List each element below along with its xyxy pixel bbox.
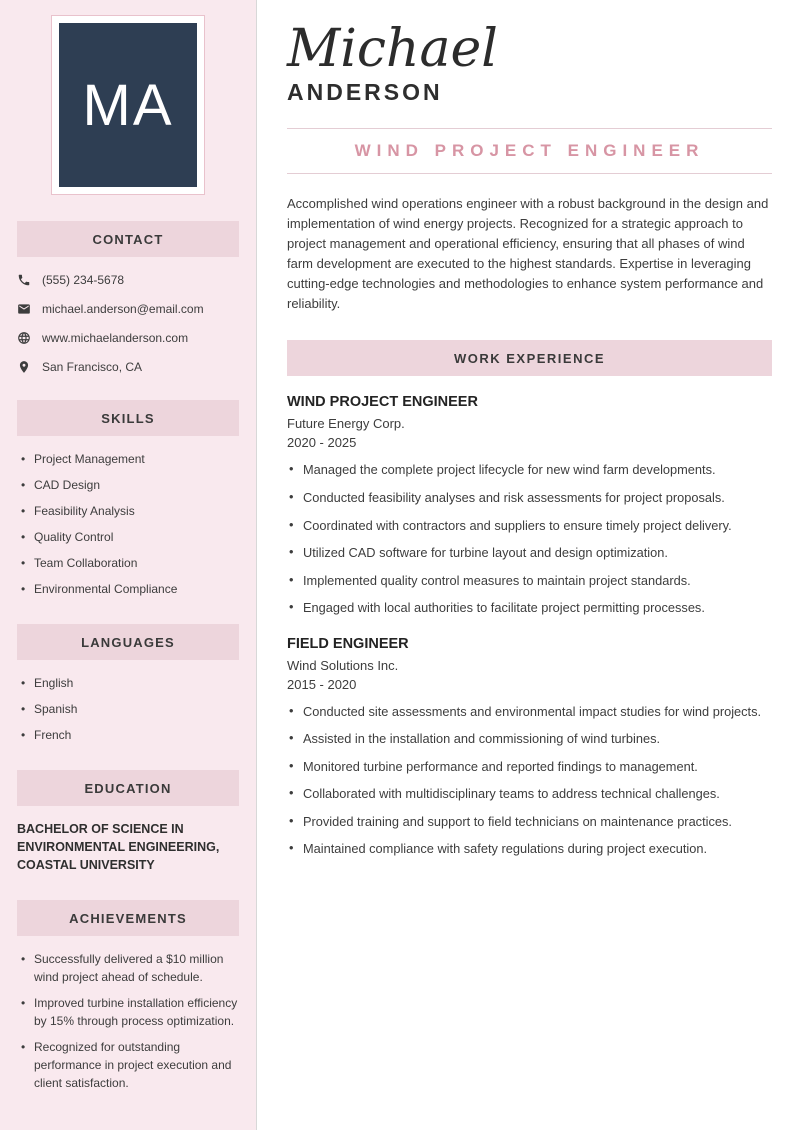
job-entry [287, 636, 772, 859]
contact-item-website[interactable] [17, 331, 239, 345]
skill-item: • Feasibility Analysis [21, 502, 239, 520]
contact-list [17, 273, 239, 374]
language-item: • French [21, 726, 239, 744]
contact-section [17, 221, 239, 374]
job-bullet: • Engaged with local authorities to facilitate project permitting processes. [287, 599, 772, 618]
languages-section-header [17, 624, 239, 660]
work-experience-header [287, 340, 772, 376]
job-bullet: • Conducted feasibility analyses and risk assessments for project proposals. [287, 489, 772, 508]
job-bullet: • Managed the complete project lifecycle for new wind farm developments. [287, 461, 772, 480]
globe-icon [17, 331, 31, 345]
skill-item: • Team Collaboration [21, 554, 239, 572]
job-title: WIND PROJECT ENGINEER [287, 394, 478, 411]
languages-section-title: LANGUAGES [81, 634, 175, 650]
contact-section-header [17, 221, 239, 257]
main-job-title: WIND PROJECT ENGINEER [354, 140, 705, 160]
language-item: • English [21, 674, 239, 692]
phone-icon [17, 273, 31, 287]
contact-item-phone [17, 273, 239, 287]
skills-list [17, 450, 239, 598]
profile-photo-frame [51, 15, 205, 195]
languages-section [17, 624, 239, 744]
profile-summary: Accomplished wind operations engineer with a robust background in the design and implementation of wind energy projects. Recognized for a strategic approach to project management and operational efficiency, ensuring that all phases of wind farm development are executed to the highest standards. Expertise in leveraging cutting-edge technologies and methodologies to enhance system performance and reliability. [287, 195, 769, 312]
initials-avatar [59, 23, 197, 187]
job-company: Future Energy Corp. [287, 416, 405, 432]
initials-text: MA [82, 72, 174, 138]
skills-section-title: SKILLS [101, 410, 155, 426]
contact-section-title: CONTACT [92, 231, 164, 247]
job-bullet: • Assisted in the installation and commissioning of wind turbines. [287, 730, 772, 749]
job-bullets [287, 461, 772, 617]
job-bullets [287, 703, 772, 859]
job-company: Wind Solutions Inc. [287, 657, 399, 673]
achievements-section [17, 900, 239, 1092]
achievement-item: • Successfully delivered a $10 million wind project ahead of schedule. [21, 950, 239, 986]
education-section-title: EDUCATION [84, 780, 172, 796]
education-section-header [17, 770, 239, 806]
skill-item: • Project Management [21, 450, 239, 468]
language-item: • Spanish [21, 700, 239, 718]
job-dates: 2020 - 2025 [287, 435, 357, 451]
job-bullet: • Utilized CAD software for turbine layout and design optimization. [287, 544, 772, 563]
job-title: FIELD ENGINEER [287, 635, 409, 652]
languages-list [17, 674, 239, 744]
job-entry [287, 394, 772, 617]
contact-website-text: www.michaelanderson.com [42, 331, 189, 345]
job-dates: 2015 - 2020 [287, 676, 357, 692]
main-content [257, 0, 800, 1130]
skills-section [17, 400, 239, 598]
contact-email-text: michael.anderson@email.com [42, 302, 204, 316]
contact-item-location [17, 360, 239, 374]
contact-item-email[interactable] [17, 302, 239, 316]
sidebar [0, 0, 257, 1130]
location-icon [17, 360, 31, 374]
name-block [287, 19, 772, 106]
achievements-section-header [17, 900, 239, 936]
first-name: Michael [287, 19, 498, 79]
contact-phone-text: (555) 234-5678 [42, 273, 125, 287]
job-bullet: • Collaborated with multidisciplinary teams to address technical challenges. [287, 785, 772, 804]
education-section [17, 770, 239, 874]
skill-item: • CAD Design [21, 476, 239, 494]
email-icon [17, 302, 31, 316]
contact-location-text: San Francisco, CA [42, 360, 143, 374]
achievements-list [17, 950, 239, 1092]
job-bullet: • Coordinated with contractors and suppliers to ensure timely project delivery. [287, 517, 772, 536]
education-degree: BACHELOR OF SCIENCE IN ENVIRONMENTAL ENGINEERING, COASTAL UNIVERSITY [17, 822, 220, 873]
job-bullet: • Conducted site assessments and environmental impact studies for wind projects. [287, 703, 772, 722]
achievement-item: • Improved turbine installation efficiency by 15% through process optimization. [21, 994, 239, 1030]
last-name: ANDERSON [287, 78, 443, 105]
job-bullet: • Maintained compliance with safety regulations during project execution. [287, 840, 772, 859]
job-bullet: • Provided training and support to field technicians on maintenance practices. [287, 813, 772, 832]
achievement-item: • Recognized for outstanding performance in project execution and client satisfaction. [21, 1038, 239, 1092]
achievements-section-title: ACHIEVEMENTS [69, 910, 187, 926]
work-experience-title: WORK EXPERIENCE [453, 350, 606, 366]
job-title-band [287, 128, 772, 174]
skill-item: • Environmental Compliance [21, 580, 239, 598]
job-bullet: • Monitored turbine performance and reported findings to management. [287, 758, 772, 777]
skills-section-header [17, 400, 239, 436]
skill-item: • Quality Control [21, 528, 239, 546]
job-bullet: • Implemented quality control measures to maintain project standards. [287, 572, 772, 591]
